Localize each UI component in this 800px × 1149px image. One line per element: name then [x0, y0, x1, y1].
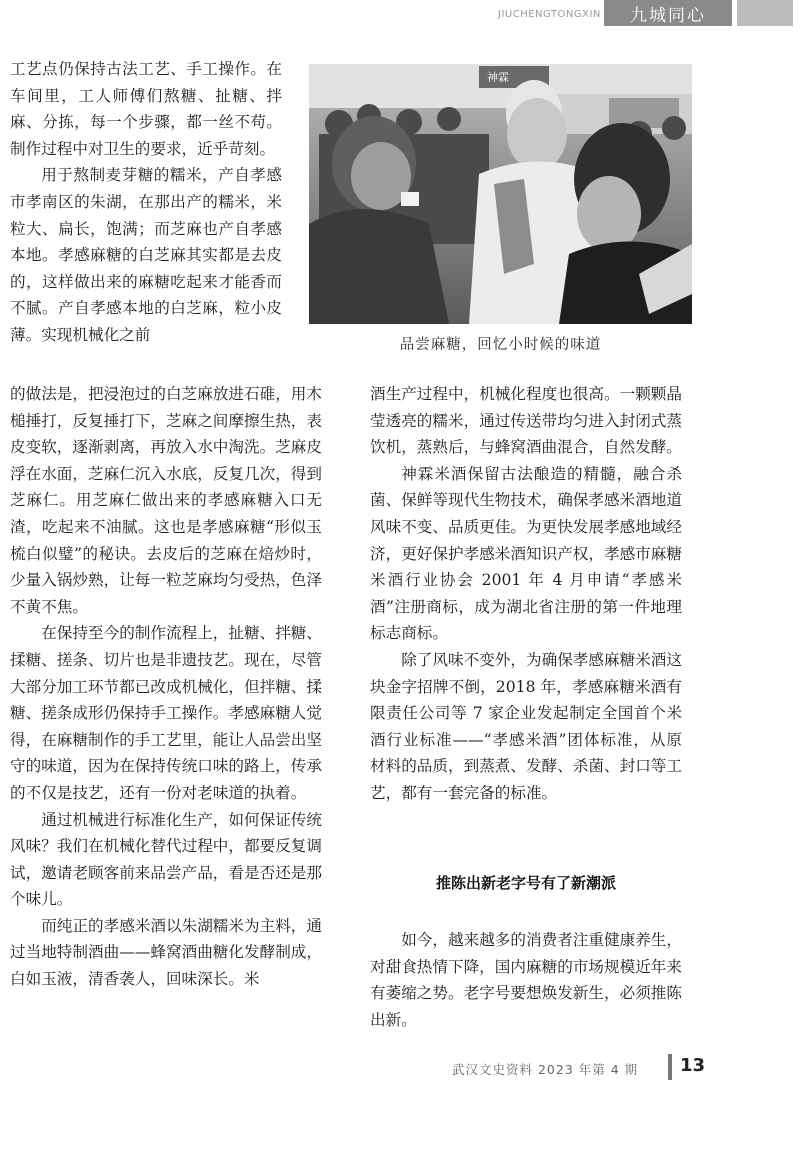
photo-image	[309, 64, 692, 324]
paragraph: 用于熬制麦芽糖的糯米，产自孝感市孝南区的朱湖，在那出产的糯米，米粒大、扁长，饱满；而芝麻也产自孝感本地。孝感麻糖的白芝麻其实都是去皮的，这样做出来的麻糖吃起来才能香而不腻。产自孝感本地的白芝麻，粒小皮薄。实现机械化之前	[10, 166, 282, 344]
column-right-bottom	[370, 927, 682, 1033]
paragraph: 的做法是，把浸泡过的白芝麻放进石碓，用木槌捶打，反复捶打下，芝麻之间摩擦生热，表皮变软，逐渐剥离，再放入水中淘洗。芝麻皮浮在水面，芝麻仁沉入水底，反复几次，得到芝麻仁。用芝麻仁做出来的孝感麻糖入口无渣，吃起来不油腻。这也是孝感麻糖“形似玉梳白似璧”的秘诀。去皮后的芝麻在焙炒时，少量入锅炒熟，让每一粒芝麻均匀受热，色泽不黄不焦。	[10, 385, 322, 616]
photo	[309, 64, 692, 324]
paragraph: 在保持至今的制作流程上，扯糖、拌糖、揉糖、搓条、切片也是非遗技艺。现在，尽管大部分加工环节都已改成机械化，但拌糖、揉糖、搓条成形仍保持手工操作。孝感麻糖人觉得，在麻糖制作的手工艺里，能让人品尝出坚守的味道，因为在保持传统口味的路上，传承的不仅是技艺，还有一份对老味道的执着。	[10, 624, 322, 802]
header-bar-tail	[737, 0, 793, 26]
paragraph: 而纯正的孝感米酒以朱湖糯米为主料，通过当地特制酒曲——蜂窝酒曲糖化发酵制成，白如玉液，清香袭人，回味深长。米	[10, 916, 322, 989]
footer-divider	[668, 1054, 672, 1080]
header-section-title: 九城同心	[604, 0, 732, 26]
column-left-top	[10, 56, 282, 349]
paragraph: 除了风味不变外，为确保孝感麻糖米酒这块金字招牌不倒，2018 年，孝感麻糖米酒有限责任公司等 7 家企业发起制定全国首个米酒行业标准——“孝感米酒”团体标准，从原材料的品质，到蒸煮、发酵、杀菌、封口等工艺，都有一套完备的标准。	[370, 650, 682, 802]
paragraph: 酒生产过程中，机械化程度也很高。一颗颗晶莹透亮的糯米，通过传送带均匀进入封闭式蒸饮机，蒸熟后，与蜂窝酒曲混合，自然发酵。	[370, 385, 682, 457]
paragraph: 通过机械进行标准化生产，如何保证传统风味？我们在机械化替代过程中，都要反复调试，邀请老顾客前来品尝产品，看是否还是那个味儿。	[10, 810, 322, 909]
paragraph: 如今，越来越多的消费者注重健康养生，对甜食热情下降，国内麻糖的市场规模近年来有萎缩之势。老字号要想焕发新生，必须推陈出新。	[370, 931, 682, 1029]
page-number: 13	[680, 1055, 706, 1076]
header-latin: JIUCHENGTONGXIN	[498, 9, 601, 20]
photo-sign-text: 神霖	[487, 71, 509, 84]
column-right	[370, 381, 682, 807]
footer-journal: 武汉文史资料 2023 年第 4 期	[452, 1062, 639, 1077]
paragraph: 神霖米酒保留古法酿造的精髓，融合杀菌、保鲜等现代生物技术，确保孝感米酒地道风味不变、品质更佳。为更快发展孝感地域经济，更好保护孝感米酒知识产权，孝感市麻糖米酒行业协会 2001 年 4 月申请“孝感米酒”注册商标，成为湖北省注册的第一件地理标志商标。	[370, 464, 682, 643]
photo-caption: 品尝麻糖，回忆小时候的味道	[399, 337, 602, 353]
paragraph: 工艺点仍保持古法工艺、手工操作。在车间里，工人师傅们熬糖、扯糖、拌麻、分拣，每一个步骤，都一丝不苟。制作过程中对卫生的要求，近乎苛刻。	[10, 60, 282, 158]
column-left	[10, 381, 322, 993]
section-heading: 推陈出新老字号有了新潮派	[435, 874, 616, 892]
